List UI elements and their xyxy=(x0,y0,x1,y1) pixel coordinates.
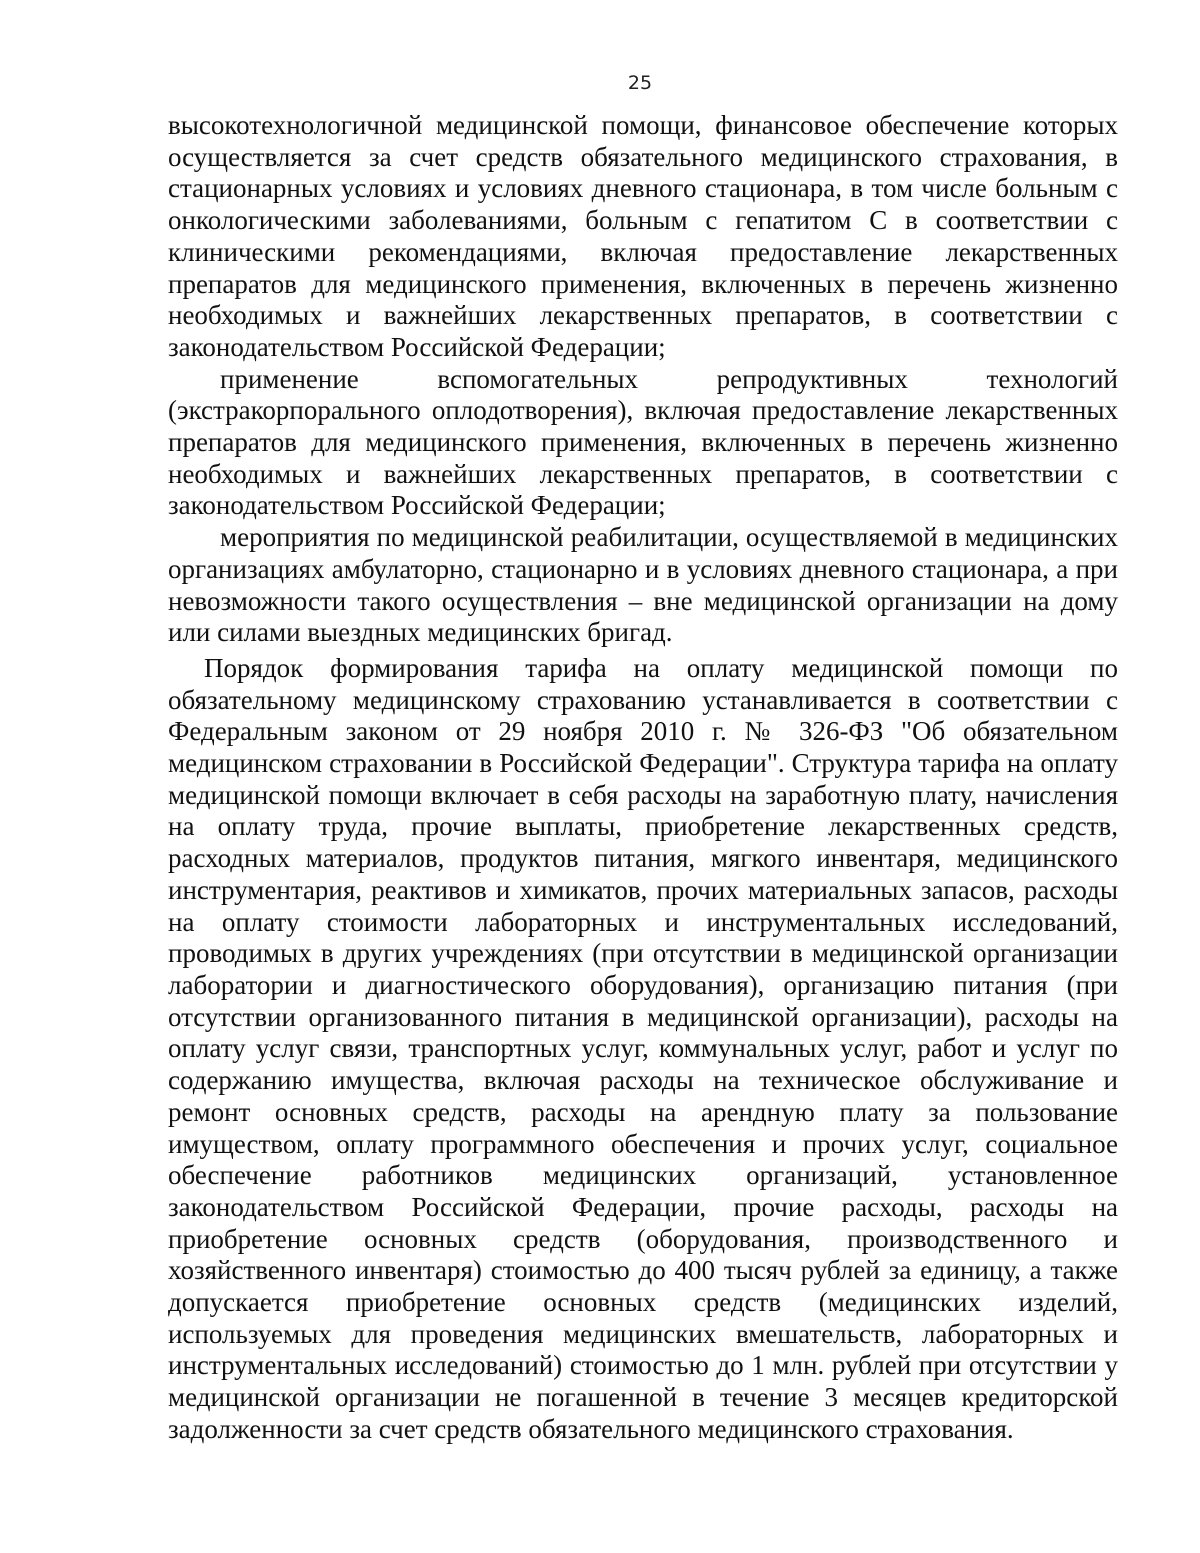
paragraph-continuation: высокотехнологичной медицинской помощи, финансовое обеспечение которых осуществляется за счет средств обязательного медицинского страхования, в стационарных условиях и условиях дневного стационара, в том числе больным с онкологическими заболеваниями, больным с гепатитом С в соответствии с клиническими рекомендациями, включая предоставление лекарственных препаратов для медицинского применения, включенных в перечень жизненно необходимых и важнейших лекарственных препаратов, в соответствии с законодательством Российской Федерации; xyxy=(168,110,1118,362)
paragraph-rehabilitation: мероприятия по медицинской реабилитации, осуществляемой в медицинских организациях амбулаторно, стационарно и в условиях дневного стационара, а при невозможности такого осуществления – вне медицинской организации на дому или силами выездных медицинских бригад. xyxy=(168,522,1118,648)
document-body xyxy=(168,110,1118,1446)
paragraph-reproductive-technologies: применение вспомогательных репродуктивных технологий (экстракорпорального оплодотворения), включая предоставление лекарственных препаратов для медицинского применения, включенных в перечень жизненно необходимых и важнейших лекарственных препаратов, в соответствии с законодательством Российской Федерации; xyxy=(168,363,1118,521)
page-number: 25 xyxy=(627,72,653,94)
paragraph-tariff-structure: Порядок формирования тарифа на оплату медицинской помощи по обязательному медицинскому страхованию устанавливается в соответствии с Федеральным законом от 29 ноября 2010 г. № 326-ФЗ "Об обязательном медицинском страховании в Российской Федерации". Структура тарифа на оплату медицинской помощи включает в себя расходы на заработную плату, начисления на оплату труда, прочие выплаты, приобретение лекарственных средств, расходных материалов, продуктов питания, мягкого инвентаря, медицинского инструментария, реактивов и химикатов, прочих материальных запасов, расходы на оплату стоимости лабораторных и инструментальных исследований, проводимых в других учреждениях (при отсутствии в медицинской организации лаборатории и диагностического оборудования), организацию питания (при отсутствии организованного питания в медицинской организации), расходы на оплату услуг связи, транспортных услуг, коммунальных услуг, работ и услуг по содержанию имущества, включая расходы на техническое обслуживание и ремонт основных средств, расходы на арендную плату за пользование имуществом, оплату программного обеспечения и прочих услуг, социальное обеспечение работников медицинских организаций, установленное законодательством Российской Федерации, прочие расходы, расходы на приобретение основных средств (оборудования, производственного и хозяйственного инвентаря) стоимостью до 400 тысяч рублей за единицу, а также допускается приобретение основных средств (медицинских изделий, используемых для проведения медицинских вмешательств, лабораторных и инструментальных исследований) стоимостью до 1 млн. рублей при отсутствии у медицинской организации не погашенной в течение 3 месяцев кредиторской задолженности за счет средств обязательного медицинского страхования. xyxy=(168,652,1118,1444)
